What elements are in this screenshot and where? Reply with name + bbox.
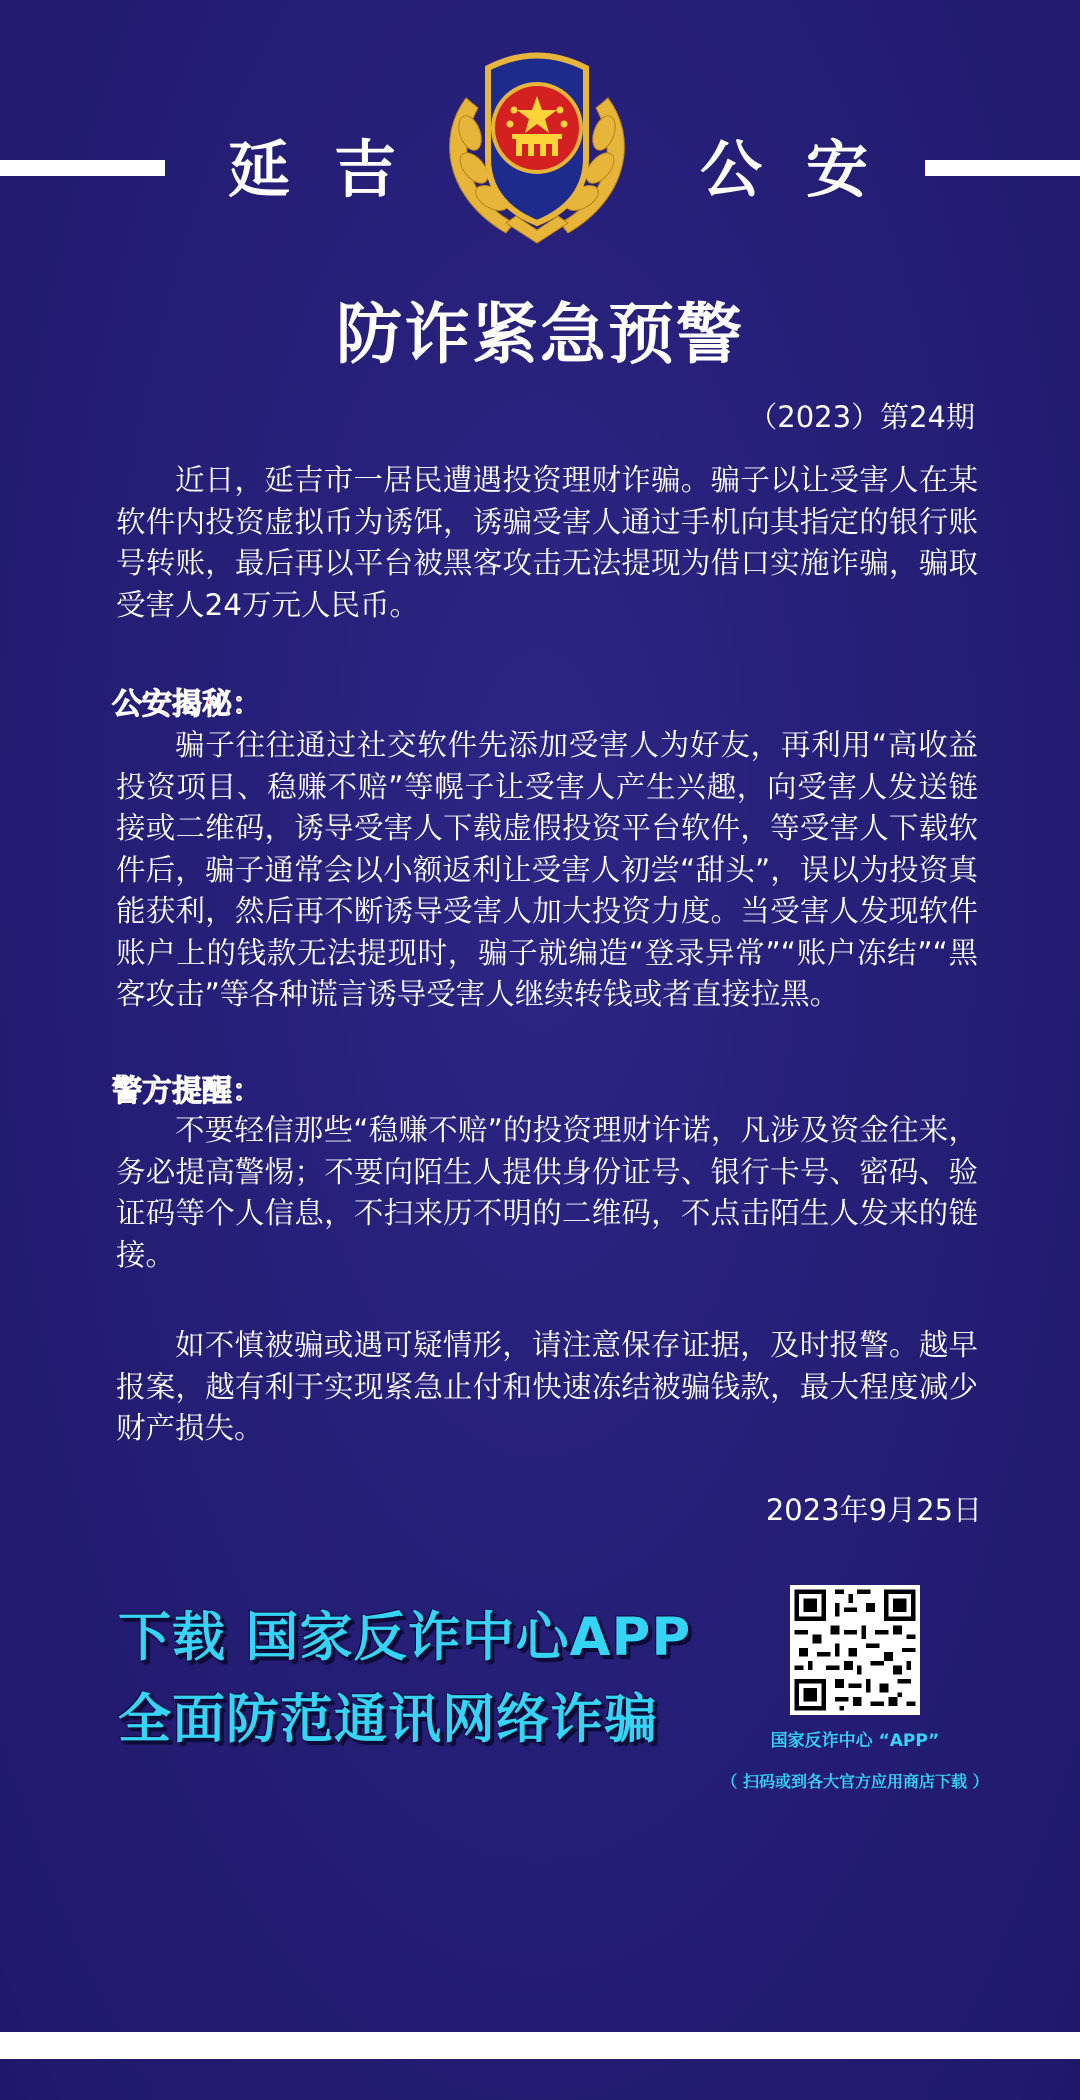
publish-date: 2023年9月25日 xyxy=(765,1493,982,1527)
intro-paragraph xyxy=(116,460,978,626)
reveal-paragraph xyxy=(116,725,978,1016)
header-divider-right xyxy=(925,160,1080,176)
reveal-heading: 公安揭秘： xyxy=(112,687,262,722)
police-emblem-icon xyxy=(426,38,648,250)
qr-label: 国家反诈中心 “APP” xyxy=(770,1731,940,1751)
remind-text: 不要轻信那些“稳赚不赔”的投资理财许诺，凡涉及资金往来，务必提高警惕；不要向陌生人提供身份证号、银行卡号、密码、验证码等个人信息，不扫来历不明的二维码，不点击陌生人发来的链接。 xyxy=(116,1113,978,1272)
remind-paragraph xyxy=(116,1110,978,1276)
reveal-text: 骗子往往通过社交软件先添加受害人为好友，再利用“高收益投资项目、稳赚不赔”等幌子让受害人产生兴趣，向受害人发送链接或二维码，诱导受害人下载虚假投资平台软件，等受害人下载软件后，骗子通常会以小额返利让受害人初尝“甜头”，误以为投资真能获利，然后再不断诱导受害人加大投资力度。当受害人发现软件账户上的钱款无法提现时，骗子就编造“登录异常”“账户冻结”“黑客攻击”等各种谎言诱导受害人继续转钱或者直接拉黑。 xyxy=(116,728,978,1011)
promo-line-2: 全面防范通讯网络诈骗 xyxy=(118,1689,658,1750)
closing-paragraph xyxy=(116,1325,978,1450)
qr-sublabel: （ 扫码或到各大官方应用商店下载 ） xyxy=(721,1772,989,1791)
org-name-left: 延吉 xyxy=(228,133,441,206)
promo-line-1: 下载 国家反诈中心APP xyxy=(118,1607,692,1668)
footer-divider xyxy=(0,2032,1080,2059)
org-name-right: 公安 xyxy=(700,133,913,206)
header-divider-left xyxy=(0,160,165,176)
intro-text: 近日，延吉市一居民遭遇投资理财诈骗。骗子以让受害人在某软件内投资虚拟币为诱饵，诱骗受害人通过手机向其指定的银行账号转账，最后再以平台被黑客攻击无法提现为借口实施诈骗，骗取受害人24万元人民币。 xyxy=(116,463,978,622)
remind-heading: 警方提醒： xyxy=(112,1074,262,1109)
qr-code-icon[interactable] xyxy=(790,1585,920,1715)
page-title: 防诈紧急预警 xyxy=(336,296,744,373)
issue-number: （2023）第24期 xyxy=(748,400,975,434)
closing-text: 如不慎被骗或遇可疑情形，请注意保存证据，及时报警。越早报案，越有利于实现紧急止付和快速冻结被骗钱款，最大程度减少财产损失。 xyxy=(116,1328,978,1445)
